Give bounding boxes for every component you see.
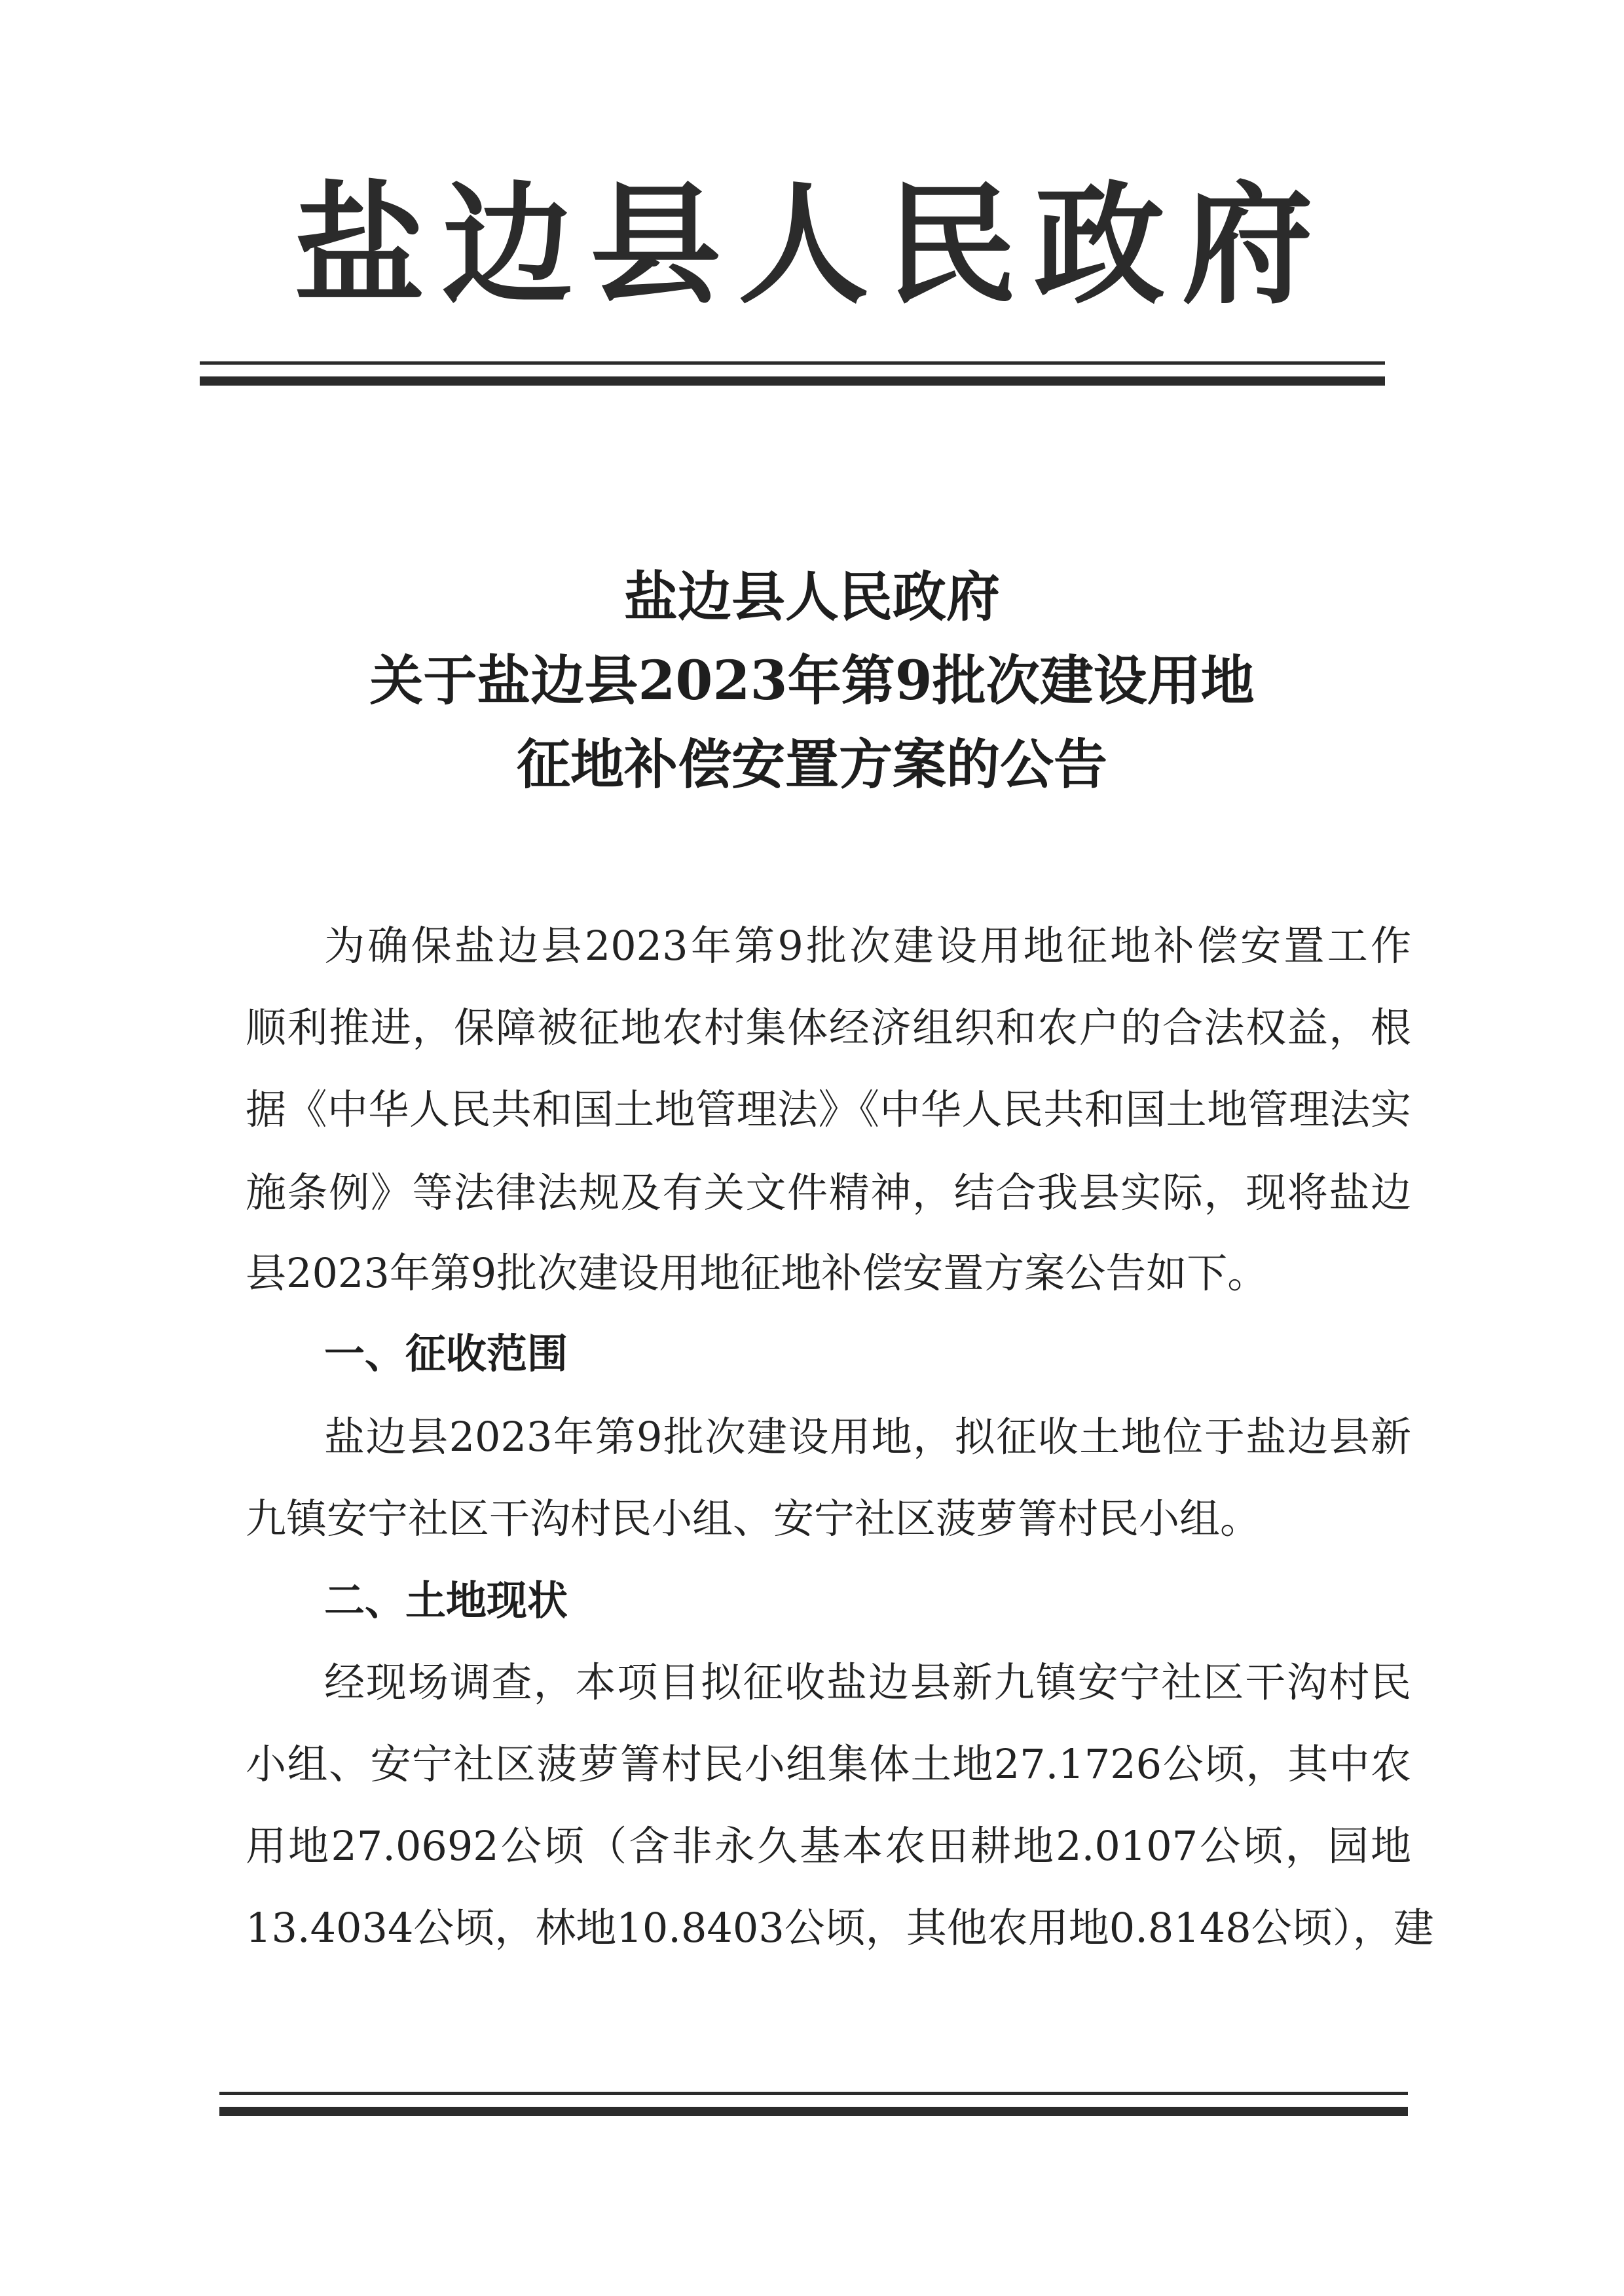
- section1-line: 九镇安宁社区干沟村民小组、安宁社区菠萝箐村民小组。: [246, 1495, 1261, 1542]
- intro-line: 为确保盐边县2023年第9批次建设用地征地补偿安置工作: [324, 922, 1411, 970]
- section-heading-land-status: 二、土地现状: [324, 1576, 568, 1624]
- footer-rule-thick: [219, 2107, 1408, 2116]
- doc-title-line-3: 征地补偿安置方案的公告: [516, 733, 1107, 796]
- section-heading-scope: 一、征收范围: [324, 1330, 568, 1377]
- letterhead-rule-thick: [200, 376, 1385, 386]
- letterhead-rule-thin: [200, 361, 1385, 365]
- section1-line: 盐边县2023年第9批次建设用地，拟征收土地位于盐边县新: [324, 1413, 1411, 1461]
- doc-title-line-2: 关于盐边县2023年第9批次建设用地: [369, 649, 1255, 712]
- section2-line: 用地27.0692公顷（含非永久基本农田耕地2.0107公顷，园地: [246, 1822, 1411, 1870]
- section2-line: 经现场调查，本项目拟征收盐边县新九镇安宁社区干沟村民: [324, 1658, 1411, 1706]
- intro-line: 据《中华人民共和国土地管理法》《中华人民共和国土地管理法实: [246, 1085, 1411, 1133]
- letterhead-org-name: 盐边县人民政府: [293, 168, 1330, 322]
- footer-rule-thin: [219, 2092, 1408, 2095]
- section2-line: 13.4034公顷，林地10.8403公顷，其他农用地0.8148公顷），建: [246, 1904, 1434, 1952]
- intro-line: 施条例》等法律法规及有关文件精神，结合我县实际，现将盐边: [246, 1169, 1411, 1216]
- section2-line: 小组、安宁社区菠萝箐村民小组集体土地27.1726公顷，其中农: [246, 1740, 1411, 1788]
- intro-line: 顺利推进，保障被征地农村集体经济组织和农户的合法权益，根: [246, 1004, 1411, 1051]
- doc-title-line-1: 盐边县人民政府: [623, 566, 1000, 629]
- intro-line: 县2023年第9批次建设用地征地补偿安置方案公告如下。: [246, 1249, 1268, 1297]
